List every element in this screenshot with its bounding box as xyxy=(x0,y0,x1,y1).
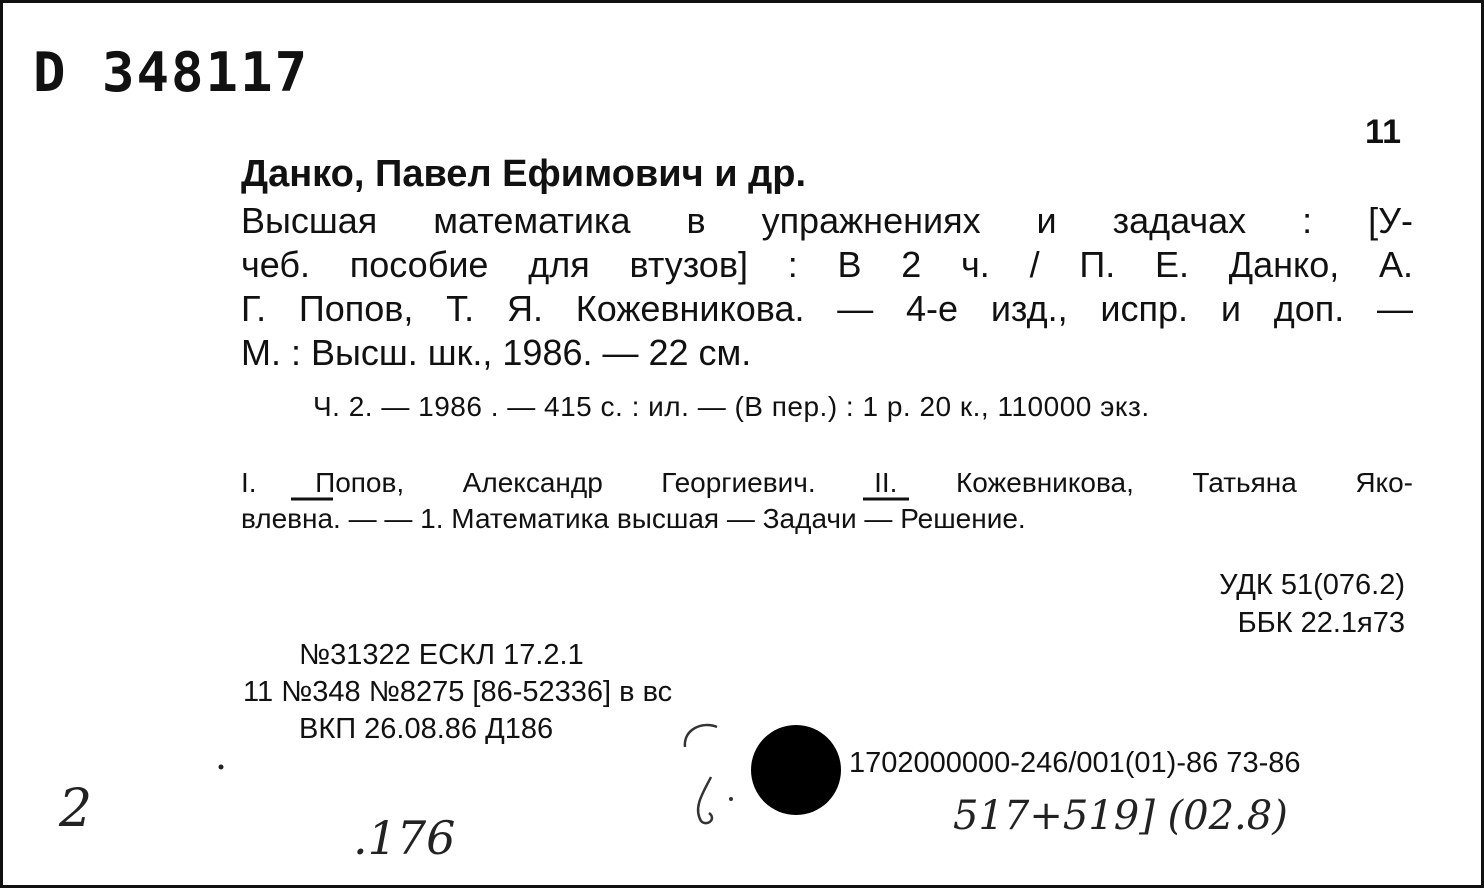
punch-hole xyxy=(751,725,841,815)
description-line: Г. Попов, Т. Я. Кожевникова. — 4-е изд., испр. и доп. — xyxy=(241,288,1413,329)
accession-line: №31322 ЕСКЛ 17.2.1 xyxy=(299,639,584,671)
bibliographic-description xyxy=(241,199,1413,375)
isbn-code: 1702000000-246/001(01)-86 73-86 xyxy=(849,747,1301,779)
underline-mark xyxy=(861,487,911,503)
card-number: 11 xyxy=(1365,113,1401,151)
handwritten-note-right: 517+519] (02.8) xyxy=(953,793,1288,839)
ink-dot xyxy=(215,761,227,773)
tracing-line: влевна. — — 1. Математика высшая — Задачи — Решение. xyxy=(241,503,1026,534)
description-line: чеб. пособие для втузов] : В 2 ч. / П. Е. Данко, А. xyxy=(241,244,1413,285)
pencil-mark xyxy=(673,721,723,761)
handwritten-note-left: 2 xyxy=(59,779,93,839)
volume-details: Ч. 2. — 1986 . — 415 с. : ил. — (В пер.) : 1 р. 20 к., 110000 экз. xyxy=(313,391,1150,422)
udk-code: УДК 51(076.2) xyxy=(1219,569,1405,601)
pencil-mark xyxy=(683,773,743,833)
bbk-code: ББК 22.1я73 xyxy=(1237,607,1405,639)
description-line: М. : Высш. шк., 1986. — 22 см. xyxy=(241,332,752,373)
tracings xyxy=(241,465,1413,537)
shelf-mark: D 348117 xyxy=(33,41,310,104)
handwritten-note-bottom: .176 xyxy=(353,811,456,865)
accession-line: ВКП 26.08.86 Д186 xyxy=(299,713,554,745)
accession-line: 11 №348 №8275 [86-52336] в вс xyxy=(243,676,673,708)
author-heading: Данко, Павел Ефимович и др. xyxy=(241,153,807,195)
description-line: Высшая математика в упражнениях и задачах : [У- xyxy=(241,200,1413,241)
tracing-line: I. Попов, Александр Георгиевич. II. Кожевникова, Татьяна Яко- xyxy=(241,467,1413,498)
underline-mark xyxy=(289,487,335,503)
